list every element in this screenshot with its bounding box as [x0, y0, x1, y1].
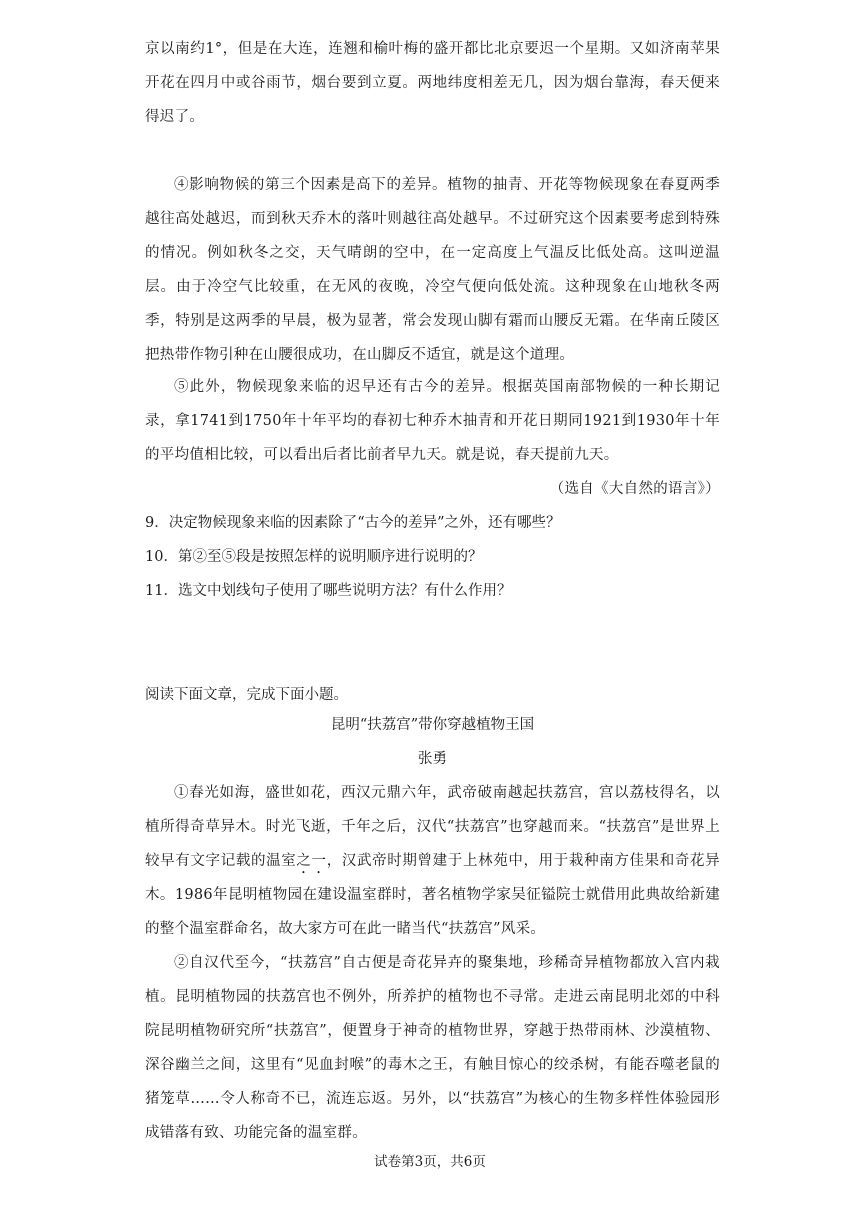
paragraph-1-part-a: ①春光如海，盛世如花，西汉元鼎六年，武帝破南越起扶荔宫，宫以荔枝得名，以植所得奇草异木。时光飞逝，千年之后，汉代“扶荔宫”也穿越而来。“扶荔宫”是世界上较早有文字记载的温室: [145, 785, 720, 869]
question-11: 11．选文中划线句子使用了哪些说明方法？有什么作用？: [145, 583, 512, 599]
emphasized-word: 之一: [296, 853, 327, 869]
paragraph-5: ⑤此外，物候现象来临的迟早还有古今的差异。根据英国南部物候的一种长期记录，拿1741到1750年十年平均的春初七种乔木抽青和开花日期同1921到1930年十年的平均值相比较，可以看出后者比前者早九天。就是说，春天提前九天。: [145, 379, 720, 463]
paragraph-4: ④影响物候的第三个因素是高下的差异。植物的抽青、开花等物候现象在春夏两季越往高处越迟，而到秋天乔木的落叶则越往高处越早。不过研究这个因素要考虑到特殊的情况。例如秋冬之交，天气晴朗的空中，在一定高度上气温反比低处高。这叫逆温层。由于冷空气比较重，在无风的夜晚，冷空气便向低处流。这种现象在山地秋冬两季，特别是这两季的早晨，极为显著，常会发现山脚有霜而山腰反无霜。在华南丘陵区把热带作物引种在山腰很成功，在山脚反不适宜，就是这个道理。: [145, 177, 720, 363]
page-footer: 试卷第3页，共6页: [374, 1154, 486, 1170]
paragraph-continued: 京以南约1°，但是在大连，连翘和榆叶梅的盛开都比北京要迟一个星期。又如济南苹果开花在四月中或谷雨节，烟台要到立夏。两地纬度相差无几，因为烟台靠海，春天便来得迟了。: [145, 41, 720, 125]
article-title: 昆明“扶荔宫”带你穿越植物王国: [330, 717, 535, 733]
article-paragraph-2: ②自汉代至今，“扶荔宫”自古便是奇花异卉的聚集地，珍稀奇异植物都放入宫内栽植。昆明植物园的扶荔宫也不例外，所养护的植物也不寻常。走进云南昆明北郊的中科院昆明植物研究所“扶荔宫”，便置身于神奇的植物世界，穿越于热带雨林、沙漠植物、深谷幽兰之间，这里有“见血封喉”的毒木之王，有触目惊心的绞杀树，有能吞噬老鼠的猪笼草……令人称奇不已，流连忘返。另外，以“扶荔宫”为核心的生物多样性体验园形成错落有致、功能完备的温室群。: [145, 955, 720, 1141]
source-citation: （选自《大自然的语言》）: [549, 481, 720, 497]
paragraph-1-part-b: ，汉武帝时期曾建于上林苑中，用于栽种南方佳果和奇花异木。1986年昆明植物园在建设温室群时，著名植物学家吴征镒院士就借用此典故给新建的整个温室群命名，故大家方可在此一睹当代“扶荔宫”风采。: [145, 853, 720, 937]
reading-instruction: 阅读下面文章，完成下面小题。: [145, 687, 348, 703]
article-paragraph-1: [145, 776, 720, 946]
question-10: 10．第②至⑤段是按照怎样的说明顺序进行说明的？: [145, 549, 483, 565]
article-author: 张勇: [418, 751, 447, 767]
question-9: 9．决定物候现象来临的因素除了“古今的差异”之外，还有哪些？: [145, 515, 561, 531]
